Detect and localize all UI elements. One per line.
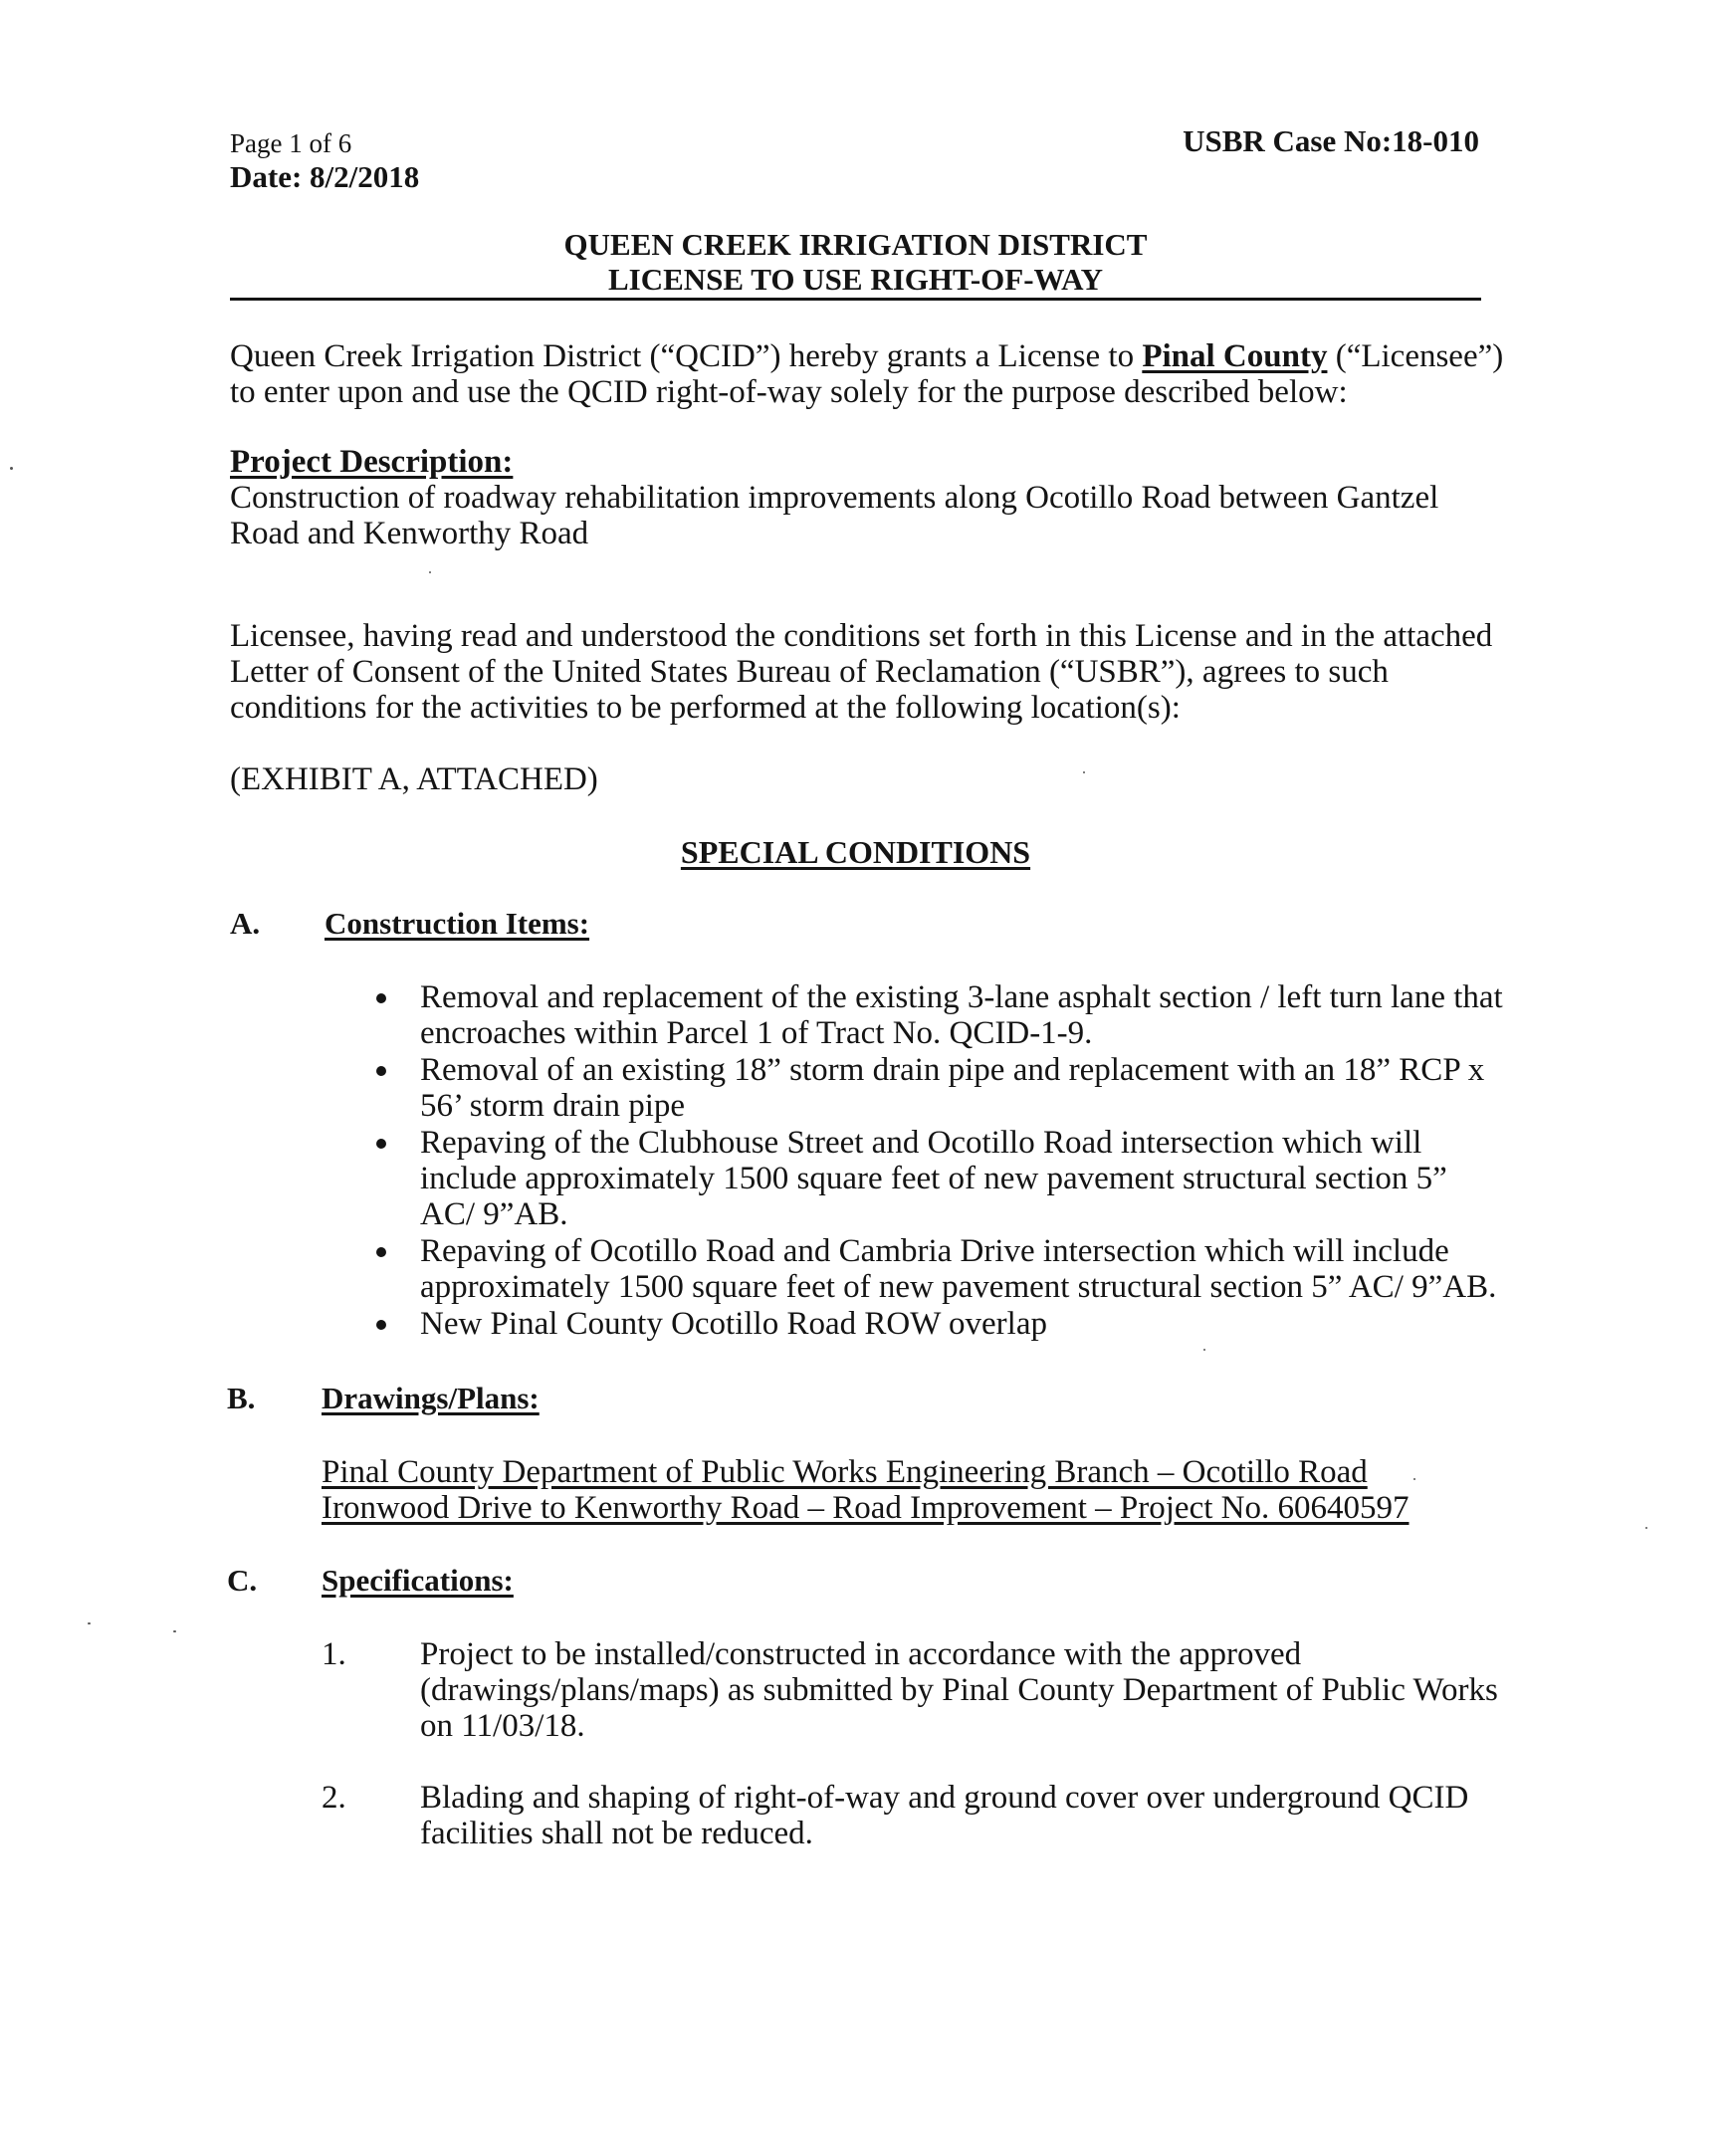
section-a-letter: A.: [230, 906, 261, 941]
item-line: Repaving of the Clubhouse Street and Ocotillo Road intersection which will: [420, 1125, 1422, 1161]
list-item: [420, 1125, 1495, 1233]
item-line: approximately 1500 square feet of new pavement structural section 5” AC/ 9”AB.: [420, 1269, 1497, 1305]
spec-item-line: Project to be installed/constructed in accordance with the approved: [420, 1636, 1302, 1672]
drawings-line-2: Ironwood Drive to Kenworthy Road – Road Improvement – Project No. 60640597: [322, 1490, 1410, 1526]
section-c-heading: Specifications:: [322, 1563, 514, 1598]
agreement-line-3: conditions for the activities to be performed at the following location(s):: [230, 690, 1181, 726]
construction-items-list: [420, 979, 1503, 1343]
document-date: Date: 8/2/2018: [230, 159, 420, 194]
title-rule: [230, 298, 1481, 301]
scan-speck: [429, 571, 431, 573]
scan-speck: [88, 1622, 91, 1624]
bullet-icon: [376, 1247, 386, 1257]
licensee-name: Pinal County: [1142, 338, 1328, 374]
bullet-icon: [376, 1066, 386, 1076]
item-line: include approximately 1500 square feet of new pavement structural section 5”: [420, 1161, 1447, 1196]
scan-speck: [10, 467, 13, 470]
scan-speck: [173, 1630, 176, 1632]
spec-item-number: 2.: [322, 1780, 346, 1816]
scan-speck: [1203, 1349, 1205, 1351]
item-line: Removal and replacement of the existing 3-lane asphalt section / left turn lane that: [420, 979, 1503, 1015]
spec-item-number: 1.: [322, 1636, 346, 1672]
case-number: USBR Case No:18-010: [1183, 123, 1479, 158]
item-line: AC/ 9”AB.: [420, 1196, 568, 1232]
title-line-1: QUEEN CREEK IRRIGATION DISTRICT: [563, 227, 1148, 262]
list-item: [420, 1052, 1495, 1125]
item-line: Repaving of Ocotillo Road and Cambria Drive intersection which will include: [420, 1233, 1449, 1269]
special-conditions-heading: SPECIAL CONDITIONS: [680, 834, 1031, 870]
section-c-letter: C.: [227, 1563, 258, 1598]
list-item: [420, 979, 1503, 1052]
item-line: New Pinal County Ocotillo Road ROW overlap: [420, 1306, 1047, 1342]
item-line: encroaches within Parcel 1 of Tract No. QCID-1-9.: [420, 1015, 1093, 1051]
bullet-icon: [376, 1320, 386, 1330]
intro-line-1: [230, 338, 1503, 374]
project-description-heading: Project Description:: [230, 444, 514, 480]
scan-speck: [1413, 1478, 1415, 1480]
section-a-heading: Construction Items:: [325, 906, 590, 941]
page-label: Page 1 of 6: [230, 128, 352, 158]
intro-text-1: Queen Creek Irrigation District (“QCID”) hereby grants a License to: [230, 338, 1143, 374]
bullet-icon: [376, 993, 386, 1003]
project-description-line-2: Road and Kenworthy Road: [230, 516, 589, 551]
item-line: Removal of an existing 18” storm drain pipe and replacement with an 18” RCP x: [420, 1052, 1485, 1088]
drawings-line-1: Pinal County Department of Public Works Engineering Branch – Ocotillo Road: [322, 1454, 1368, 1490]
list-item: [420, 1233, 1495, 1306]
intro-text-2: (“Licensee”): [1327, 338, 1504, 374]
agreement-line-2: Letter of Consent of the United States Bureau of Reclamation (“USBR”), agrees to such: [230, 654, 1389, 690]
spec-item-line: (drawings/plans/maps) as submitted by Pinal County Department of Public Works: [420, 1672, 1498, 1708]
spec-item-line: Blading and shaping of right-of-way and ground cover over underground QCID: [420, 1780, 1469, 1816]
list-item: [420, 1306, 1495, 1343]
spec-item-line: on 11/03/18.: [420, 1708, 585, 1744]
section-b-heading: Drawings/Plans:: [322, 1381, 540, 1415]
spec-item-line: facilities shall not be reduced.: [420, 1816, 813, 1851]
item-line: 56’ storm drain pipe: [420, 1088, 686, 1124]
section-b-letter: B.: [227, 1381, 256, 1415]
exhibit-reference: (EXHIBIT A, ATTACHED): [230, 761, 598, 797]
scan-speck: [1645, 1527, 1647, 1529]
intro-line-2: to enter upon and use the QCID right-of-way solely for the purpose described below:: [230, 374, 1348, 410]
bullet-icon: [376, 1139, 386, 1149]
agreement-line-1: Licensee, having read and understood the conditions set forth in this License and in the attached: [230, 618, 1493, 654]
title-line-2: LICENSE TO USE RIGHT-OF-WAY: [607, 262, 1104, 297]
scan-speck: [1083, 771, 1085, 773]
project-description-line-1: Construction of roadway rehabilitation improvements along Ocotillo Road between Gantzel: [230, 480, 1439, 516]
